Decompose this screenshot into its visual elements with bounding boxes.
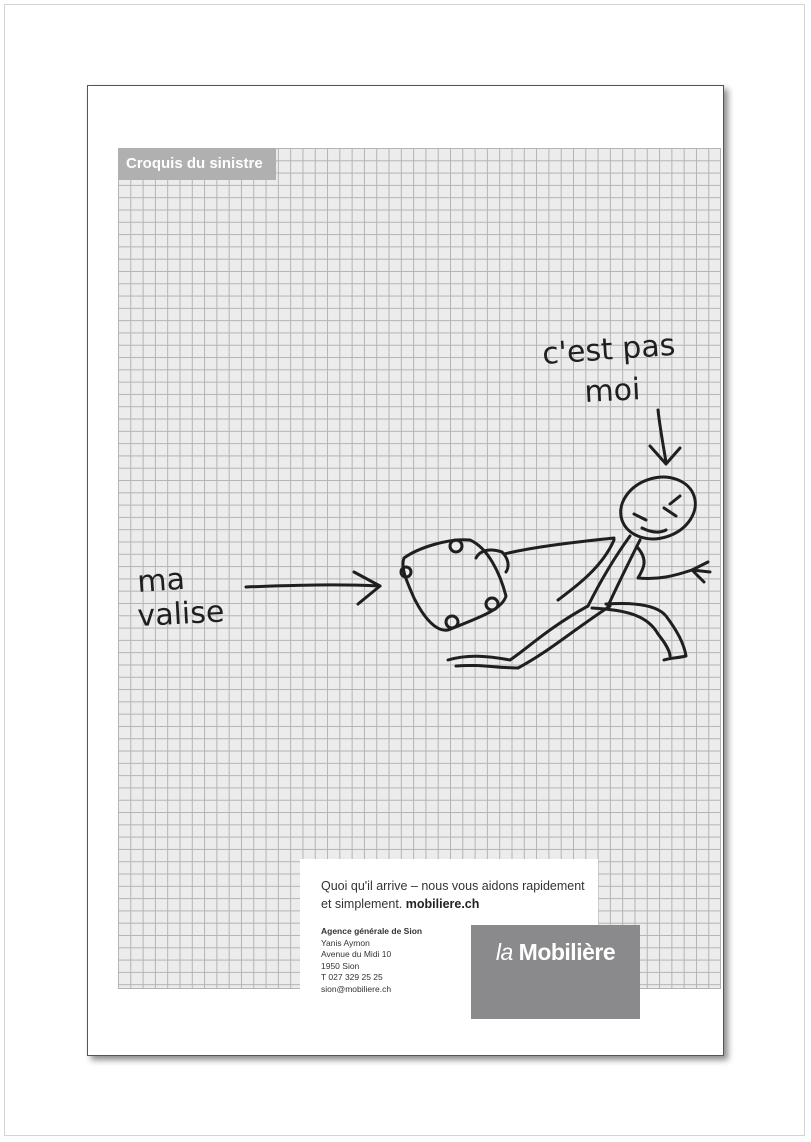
agency-phone: T 027 329 25 25 xyxy=(321,972,383,983)
agency-email[interactable]: sion@mobiliere.ch xyxy=(321,983,392,994)
agency-person: Yanis Aymon xyxy=(321,937,370,948)
slogan xyxy=(321,877,591,913)
logo-box xyxy=(471,925,640,1019)
agency-name: Agence générale de Sion xyxy=(321,926,423,936)
logo xyxy=(471,939,640,966)
logo-name: Mobilière xyxy=(518,939,616,965)
slogan-url[interactable]: mobiliere.ch xyxy=(405,897,480,911)
label-right-line1: c'est pas xyxy=(541,327,677,372)
label-right-line2: moi xyxy=(583,372,642,410)
label-left-line1: ma xyxy=(136,561,187,600)
stick-figure-legs xyxy=(448,606,588,660)
arrow-to-suitcase xyxy=(246,585,380,587)
logo-prefix: la xyxy=(495,939,513,965)
agency-city: 1950 Sion xyxy=(321,960,360,971)
label-left-line2: valise xyxy=(136,594,226,634)
agency-contact xyxy=(321,926,471,996)
agency-street: Avenue du Midi 10 xyxy=(321,949,392,960)
sketch-title: Croquis du sinistre xyxy=(118,148,276,180)
slogan-text: Quoi qu'il arrive – nous vous aidons rapidement et simplement. xyxy=(321,879,585,911)
stick-figure-head xyxy=(613,468,704,549)
